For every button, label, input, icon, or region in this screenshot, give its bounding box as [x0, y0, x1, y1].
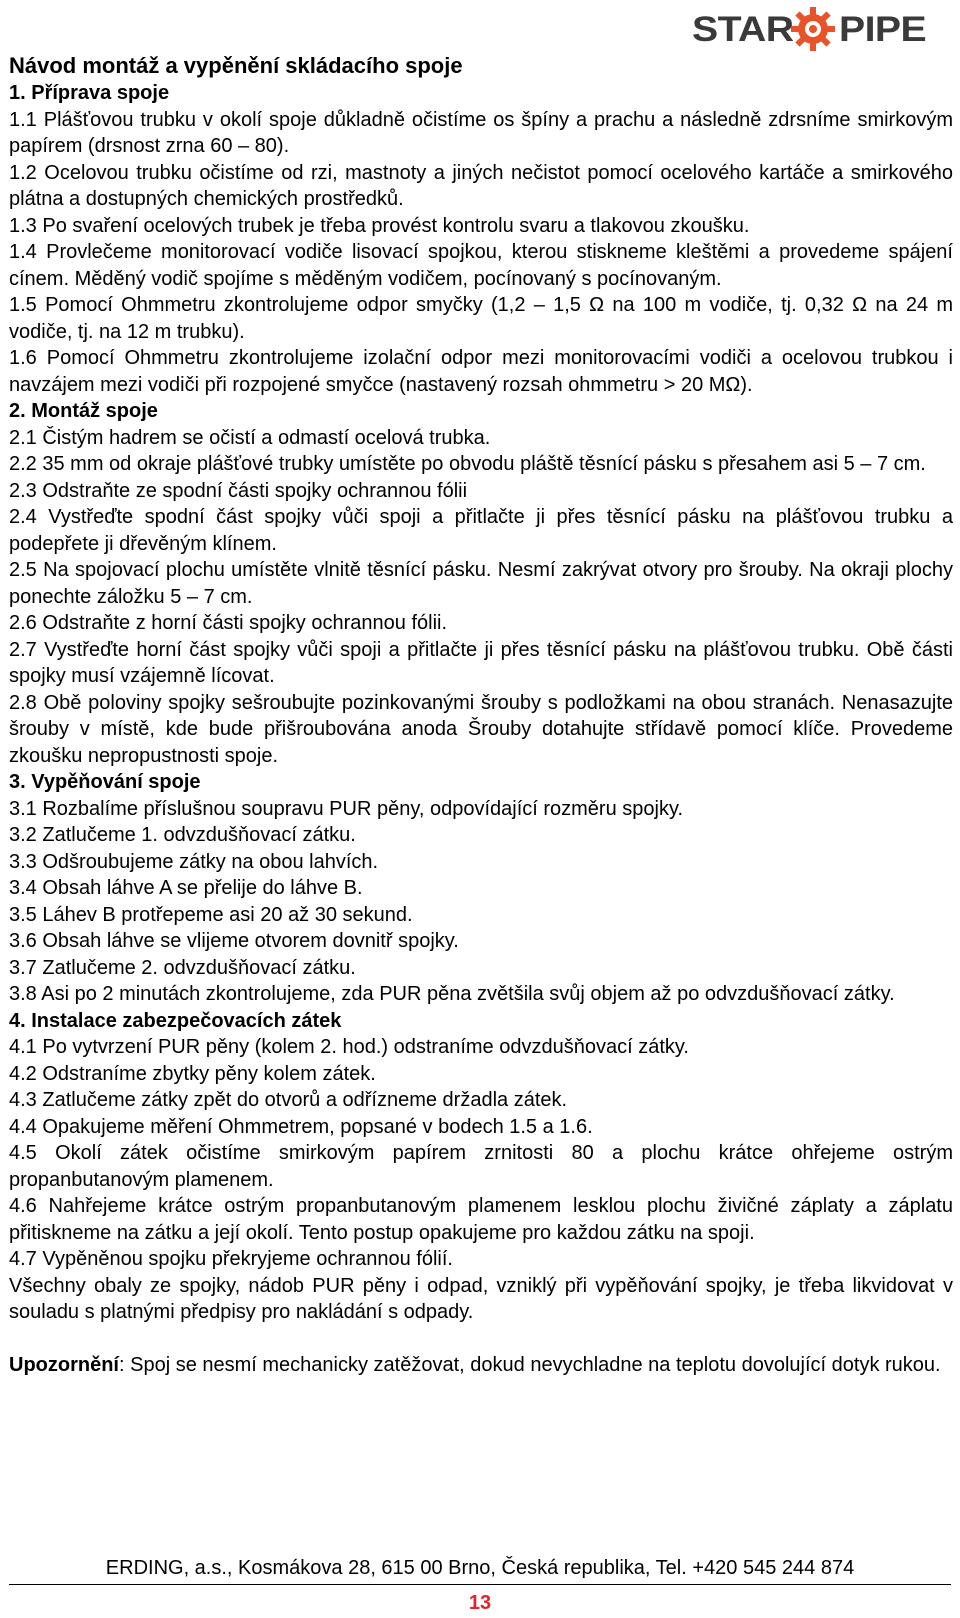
page-number: 13	[468, 1592, 492, 1614]
section-heading: 1. Příprava spoje	[9, 82, 170, 104]
instruction-paragraph: 4.2 Odstraníme zbytky pěny kolem zátek.	[9, 1062, 376, 1085]
instruction-paragraph: 3.3 Odšroubujeme zátky na obou lahvích.	[9, 850, 379, 873]
instruction-paragraph: 1.2 Ocelovou trubku očistíme od rzi, mastnoty a jiných nečistot pomocí ocelového kartáče a smirkového plátna a dostupných chemických prostředků.	[9, 161, 953, 210]
warning-text: : Spoj se nesmí mechanicky zatěžovat, dokud nevychladne na teplotu dovolující dotyk rukou.	[119, 1353, 941, 1376]
instruction-paragraph: 1.5 Pomocí Ohmmetru zkontrolujeme odpor smyčky (1,2 – 1,5 Ω na 100 m vodiče, tj. 0,32 Ω na 24 m vodiče, tj. na 12 m trubku).	[9, 294, 953, 343]
warning-note	[9, 1352, 953, 1379]
gear-star-logo-icon	[789, 6, 837, 52]
instruction-paragraph: 1.4 Provlečeme monitorovací vodiče lisovací spojkou, kterou stiskneme kleštěmi a provedeme spájení cínem. Měděný vodič spojíme s měděným vodičem, pocínovaný s pocínovaným.	[9, 241, 953, 290]
instruction-paragraph: 4.4 Opakujeme měření Ohmmetrem, popsané v bodech 1.5 a 1.6.	[9, 1115, 593, 1138]
instruction-paragraph: 2.6 Odstraňte z horní části spojky ochrannou fólii.	[9, 612, 448, 634]
section-heading: 4. Instalace zabezpečovacích zátek	[9, 1009, 342, 1032]
document-body	[9, 52, 953, 1378]
instruction-paragraph: 2.2 35 mm od okraje plášťové trubky umístěte po obvodu pláště těsnící pásku s přesahem asi 5 – 7 cm.	[9, 453, 926, 475]
instruction-paragraph: 1.1 Plášťovou trubku v okolí spoje důkladně očistíme os špíny a prachu a následně zdrsníme smirkovým papírem (drsnost zrna 60 – 80).	[9, 108, 953, 157]
instruction-paragraph: 1.6 Pomocí Ohmmetru zkontrolujeme izolační odpor mezi monitorovacími vodiči a ocelovou trubkou i navzájem mezi vodiči při rozpojené smyčce (nastavený rozsah ohmmetru > 20 MΩ).	[9, 347, 953, 396]
instruction-paragraph: 3.2 Zatlučeme 1. odvzdušňovací zátku.	[9, 824, 356, 846]
instruction-paragraph: 3.1 Rozbalíme příslušnou soupravu PUR pěny, odpovídající rozměru spojky.	[9, 797, 684, 820]
instruction-paragraph: 2.8 Obě poloviny spojky sešroubujte pozinkovanými šrouby s podložkami na obou stranách. Nenasazujte šrouby v místě, kde bude přišroubována anoda Šrouby dotahujte střídavě pomocí klíče. Provedeme zkoušku nepropustnosti spoje.	[9, 691, 953, 767]
instruction-paragraph: 2.4 Vystřeďte spodní část spojky vůči spoji a přitlačte ji přes těsnící pásku na plášťovou trubku a podepřete ji dřevěným klínem.	[9, 506, 953, 555]
logo-word-star: STAR	[692, 9, 794, 49]
warning-label: Upozornění	[9, 1353, 119, 1376]
instruction-paragraph: 2.5 Na spojovací plochu umístěte vlnitě těsnící pásku. Nesmí zakrývat otvory pro šrouby. Na okraji plochy ponechte záložku 5 – 7 cm.	[9, 559, 953, 608]
instruction-list	[9, 80, 953, 1326]
footer-divider	[9, 1584, 951, 1585]
document-title: Návod montáž a vypěnění skládacího spoje	[9, 53, 463, 78]
instruction-paragraph: 4.5 Okolí zátek očistíme smirkovým papírem zrnitosti 80 a plochu krátce ohřejeme ostrým propanbutanovým plamenem.	[9, 1142, 953, 1191]
section-heading: 3. Vypěňování spoje	[9, 771, 201, 793]
instruction-paragraph: 2.1 Čistým hadrem se očistí a odmastí ocelová trubka.	[9, 426, 491, 449]
instruction-paragraph: 3.7 Zatlučeme 2. odvzdušňovací zátku.	[9, 956, 356, 979]
starpipe-logo	[692, 6, 954, 52]
instruction-paragraph: 4.7 Vypěněnou spojku překryjeme ochrannou fólií.	[9, 1248, 453, 1270]
instruction-paragraph: 3.8 Asi po 2 minutách zkontrolujeme, zda PUR pěna zvětšila svůj objem až po odvzdušňovací zátky.	[9, 983, 895, 1005]
footer-address: ERDING, a.s., Kosmákova 28, 615 00 Brno, Česká republika, Tel. +420 545 244 874	[105, 1557, 855, 1579]
section-heading: 2. Montáž spoje	[9, 400, 158, 422]
instruction-paragraph: 1.3 Po svaření ocelových trubek je třeba provést kontrolu svaru a tlakovou zkoušku.	[9, 214, 750, 237]
instruction-paragraph: 2.3 Odstraňte ze spodní části spojky ochrannou fólii	[9, 479, 468, 502]
instruction-paragraph: 3.4 Obsah láhve A se přelije do láhve B.	[9, 877, 363, 899]
instruction-paragraph: 4.6 Nahřejeme krátce ostrým propanbutanovým plamenem lesklou plochu živičné záplaty a záplatu přitiskneme na zátku a její okolí. Tento postup opakujeme pro každou zátku na spoji.	[9, 1195, 953, 1244]
logo-word-pipe: PIPE	[838, 9, 926, 49]
instruction-paragraph: 4.3 Zatlučeme zátky zpět do otvorů a odřízneme držadla zátek.	[9, 1089, 568, 1111]
instruction-paragraph: Všechny obaly ze spojky, nádob PUR pěny i odpad, vzniklý při vypěňování spojky, je třeba likvidovat v souladu s platnými předpisy pro nakládání s odpady.	[9, 1274, 953, 1323]
instruction-paragraph: 3.5 Láhev B protřepeme asi 20 až 30 sekund.	[9, 903, 413, 926]
instruction-paragraph: 4.1 Po vytvrzení PUR pěny (kolem 2. hod.) odstraníme odvzdušňovací zátky.	[9, 1036, 689, 1058]
instruction-paragraph: 2.7 Vystřeďte horní část spojky vůči spoji a přitlačte ji přes těsnící pásku na plášťovou trubku. Obě části spojky musí vzájemně lícovat.	[9, 638, 953, 687]
instruction-paragraph: 3.6 Obsah láhve se vlijeme otvorem dovnitř spojky.	[9, 930, 459, 952]
